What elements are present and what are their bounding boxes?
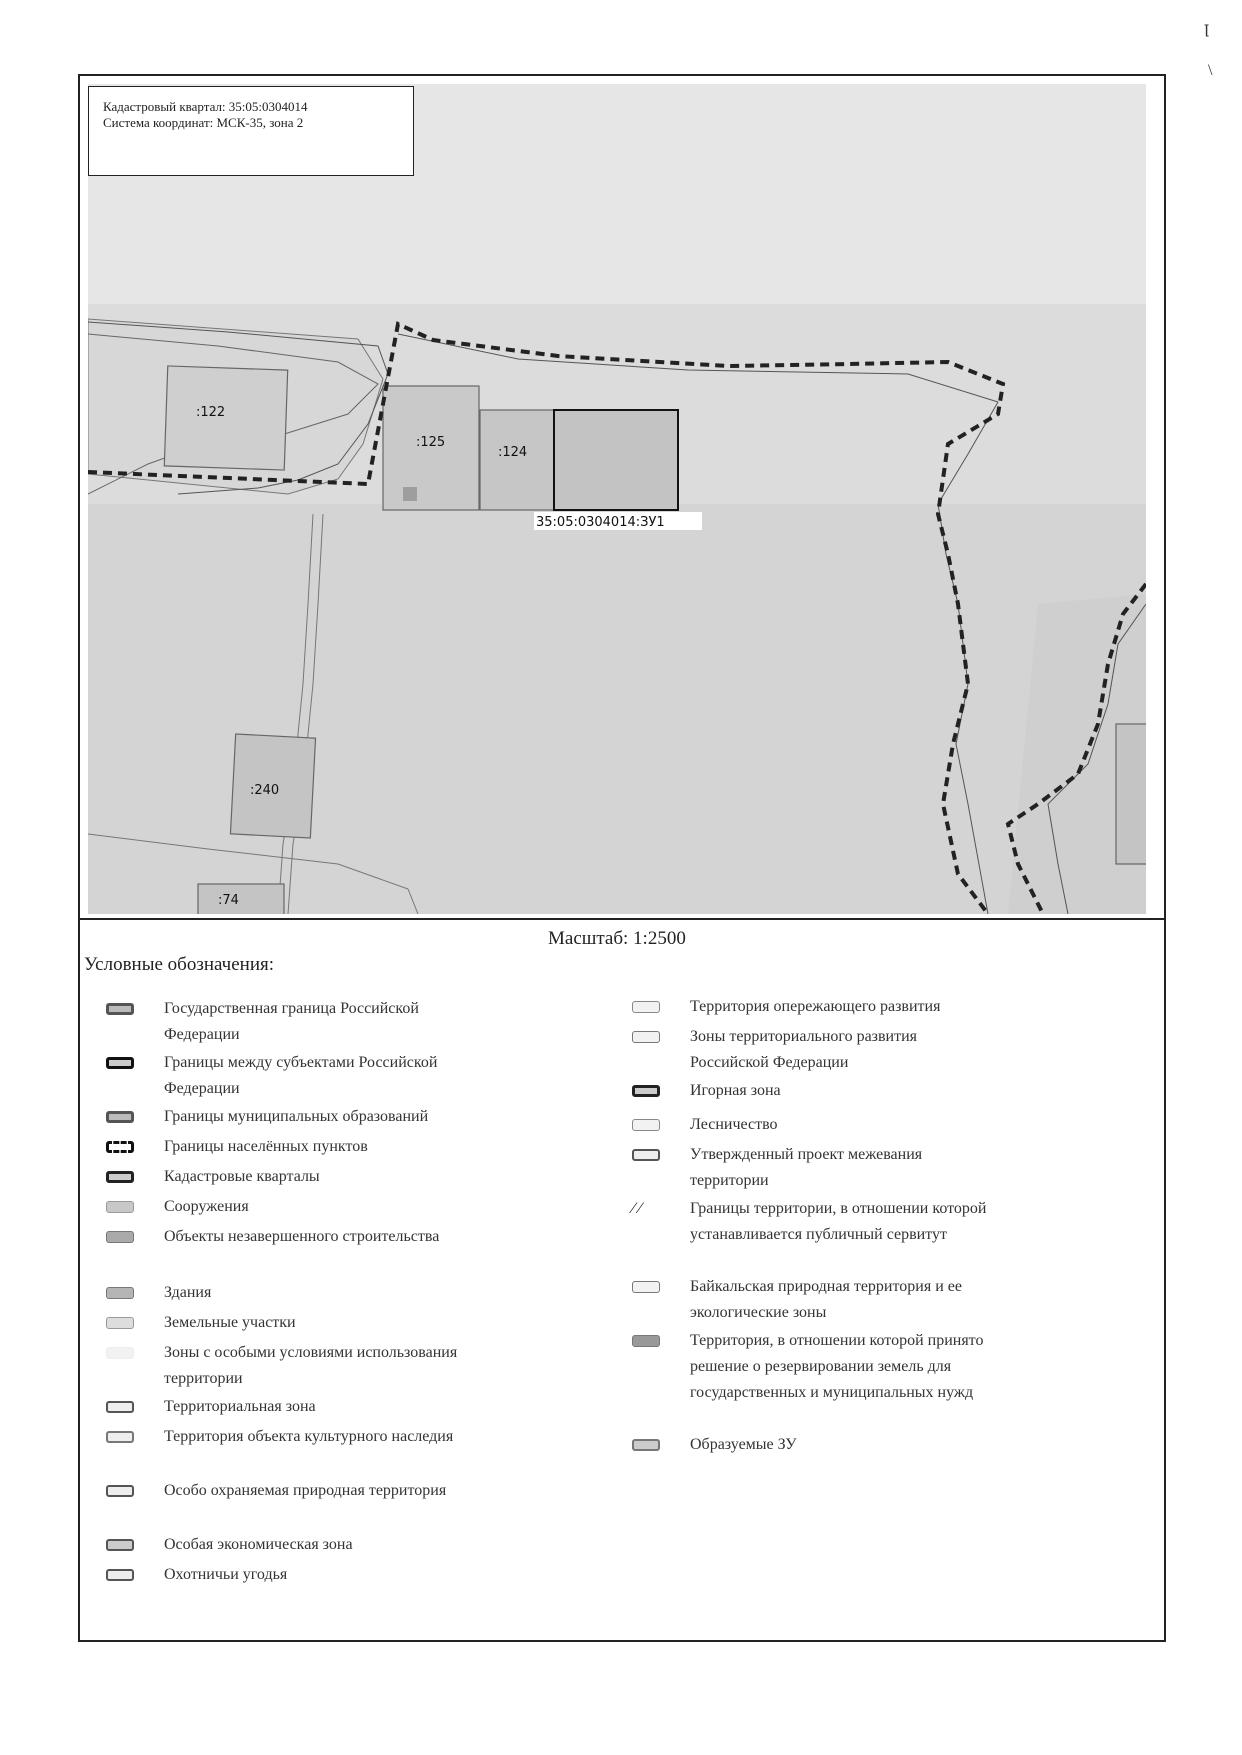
legend-item-left-0	[94, 996, 464, 1048]
legend-symbol-icon	[632, 1031, 660, 1043]
legend-symbol-wrap	[94, 1562, 164, 1590]
legend-symbol-wrap	[94, 1194, 164, 1222]
legend-label: Объекты незавершенного строительства	[164, 1228, 440, 1245]
legend-symbol-icon	[106, 1317, 134, 1329]
legend-label: Игорная зона	[690, 1082, 781, 1099]
legend-item-left-13	[94, 1532, 464, 1560]
legend-label: Государственная граница Российской Федерации	[164, 1000, 419, 1043]
legend-symbol-icon	[632, 1439, 660, 1451]
legend-item-right-7	[620, 1328, 990, 1406]
legend-label: Территориальная зона	[164, 1398, 316, 1415]
cadastral-map	[88, 84, 1146, 914]
legend-item-right-8	[620, 1432, 990, 1460]
legend-label: Территория, в отношении которой принято решение о резервировании земель для государственных и муниципальных нужд	[690, 1332, 984, 1401]
legend-symbol-icon	[632, 1085, 660, 1097]
label-125: :125	[416, 435, 446, 450]
map-divider	[78, 918, 1166, 920]
legend-symbol-icon	[106, 1539, 134, 1551]
legend-symbol-icon	[106, 1485, 134, 1497]
legend-symbol-wrap	[94, 996, 164, 1024]
legend-label: Здания	[164, 1284, 212, 1301]
legend-symbol-wrap	[94, 1280, 164, 1308]
parcel-74	[198, 884, 284, 914]
legend-item-right-4	[620, 1142, 990, 1194]
legend-symbol-icon	[106, 1231, 134, 1243]
legend-item-right-2	[620, 1078, 990, 1106]
legend-label: Утвержденный проект межевания территории	[690, 1146, 923, 1189]
legend-label: Лесничество	[690, 1116, 778, 1133]
legend-item-left-1	[94, 1050, 464, 1102]
legend-item-left-7	[94, 1280, 464, 1308]
legend-symbol-icon	[106, 1057, 134, 1069]
legend-symbol-wrap	[94, 1310, 164, 1338]
legend-item-right-5	[620, 1196, 990, 1248]
legend-title: Условные обозначения:	[84, 954, 275, 975]
legend-item-left-3	[94, 1134, 464, 1162]
legend-label: Территория опережающего развития	[690, 998, 941, 1015]
legend-label: Земельные участки	[164, 1314, 296, 1331]
legend-symbol-icon	[106, 1141, 134, 1153]
legend-symbol-wrap	[94, 1340, 164, 1368]
legend-item-right-0	[620, 994, 990, 1022]
corner-mark-second: \	[1208, 62, 1213, 79]
zone-lower	[88, 504, 1146, 914]
legend-label: Особо охраняемая природная территория	[164, 1482, 447, 1499]
legend-symbol-wrap	[620, 1196, 690, 1222]
legend-item-right-6	[620, 1274, 990, 1326]
legend-item-left-4	[94, 1164, 464, 1192]
legend-symbol-icon	[632, 1335, 660, 1347]
info-coordinate-system: Система координат: МСК-35, зона 2	[103, 115, 304, 130]
legend-label: Охотничьи угодья	[164, 1566, 288, 1583]
legend-symbol-wrap	[94, 1164, 164, 1192]
legend-symbol-icon	[106, 1287, 134, 1299]
legend-label: Границы между субъектами Российской Федерации	[164, 1054, 438, 1097]
legend-symbol-wrap	[620, 1328, 690, 1356]
legend-symbol-wrap	[620, 994, 690, 1022]
map-canvas	[88, 84, 1146, 914]
legend-item-left-12	[94, 1478, 464, 1506]
legend-symbol-icon	[106, 1347, 134, 1359]
legend-symbol-wrap	[620, 1274, 690, 1302]
legend-label: Образуемые ЗУ	[690, 1436, 797, 1453]
building-in-125	[403, 487, 417, 501]
legend-symbol-icon	[632, 1119, 660, 1131]
legend-symbol-icon	[106, 1431, 134, 1443]
legend-symbol-wrap	[94, 1394, 164, 1422]
legend-item-left-14	[94, 1562, 464, 1590]
legend-item-left-11	[94, 1424, 464, 1452]
legend-label: Зоны с особыми условиями использования территории	[164, 1344, 458, 1387]
legend-label: Кадастровые кварталы	[164, 1168, 320, 1185]
legend-label: Зоны территориального развития Российской Федерации	[690, 1028, 918, 1071]
parcel-122	[164, 366, 287, 470]
legend-symbol-wrap	[620, 1112, 690, 1140]
legend-symbol-icon	[106, 1171, 134, 1183]
legend-symbol-icon	[106, 1569, 134, 1581]
legend-symbol-wrap	[94, 1104, 164, 1132]
legend-label: Границы территории, в отношении которой устанавливается публичный сервитут	[690, 1200, 987, 1243]
legend-item-right-3	[620, 1112, 990, 1140]
legend-symbol-icon	[632, 1281, 660, 1293]
corner-mark-top: ꞁ	[1204, 20, 1210, 37]
label-zu1: 35:05:0304014:ЗУ1	[536, 515, 665, 530]
legend-symbol-wrap	[620, 1024, 690, 1052]
legend-symbol-icon	[106, 1201, 134, 1213]
parcel-124	[480, 410, 554, 510]
legend-item-left-6	[94, 1224, 464, 1252]
legend-item-left-10	[94, 1394, 464, 1422]
legend-symbol-wrap	[620, 1078, 690, 1106]
legend-symbol-icon	[106, 1401, 134, 1413]
legend-symbol-icon	[632, 1001, 660, 1013]
legend-symbol-icon	[106, 1111, 134, 1123]
legend-symbol-wrap	[620, 1432, 690, 1460]
legend-item-left-8	[94, 1310, 464, 1338]
legend-symbol-icon	[632, 1149, 660, 1161]
legend-item-right-1	[620, 1024, 990, 1076]
legend-label: Границы муниципальных образований	[164, 1108, 429, 1125]
map-scale: Масштаб: 1:2500	[548, 928, 686, 949]
legend-symbol-wrap	[94, 1532, 164, 1560]
parcel-right-edge	[1116, 724, 1146, 864]
label-124: :124	[498, 445, 528, 460]
legend-label: Границы населённых пунктов	[164, 1138, 368, 1155]
legend-label: Байкальская природная территория и ее экологические зоны	[690, 1278, 962, 1321]
legend-label: Особая экономическая зона	[164, 1536, 353, 1553]
info-quarter: Кадастровый квартал: 35:05:0304014	[103, 99, 308, 114]
legend-symbol-wrap	[94, 1424, 164, 1452]
label-122: :122	[196, 405, 226, 420]
legend-item-left-9	[94, 1340, 464, 1392]
legend-symbol-wrap	[94, 1050, 164, 1078]
legend-symbol-wrap	[94, 1224, 164, 1252]
legend-symbol-icon: ⁄ ⁄	[632, 1200, 642, 1217]
legend-item-left-5	[94, 1194, 464, 1222]
quarter-info-box	[88, 86, 414, 176]
legend-label: Территория объекта культурного наследия	[164, 1428, 454, 1445]
legend-item-left-2	[94, 1104, 464, 1132]
label-74: :74	[218, 893, 239, 908]
legend-symbol-icon	[106, 1003, 134, 1015]
parcel-zu1	[554, 410, 678, 510]
legend-symbol-wrap	[94, 1134, 164, 1162]
legend-symbol-wrap	[94, 1478, 164, 1506]
legend-symbol-wrap	[620, 1142, 690, 1170]
legend-label: Сооружения	[164, 1198, 249, 1215]
label-240: :240	[250, 783, 280, 798]
